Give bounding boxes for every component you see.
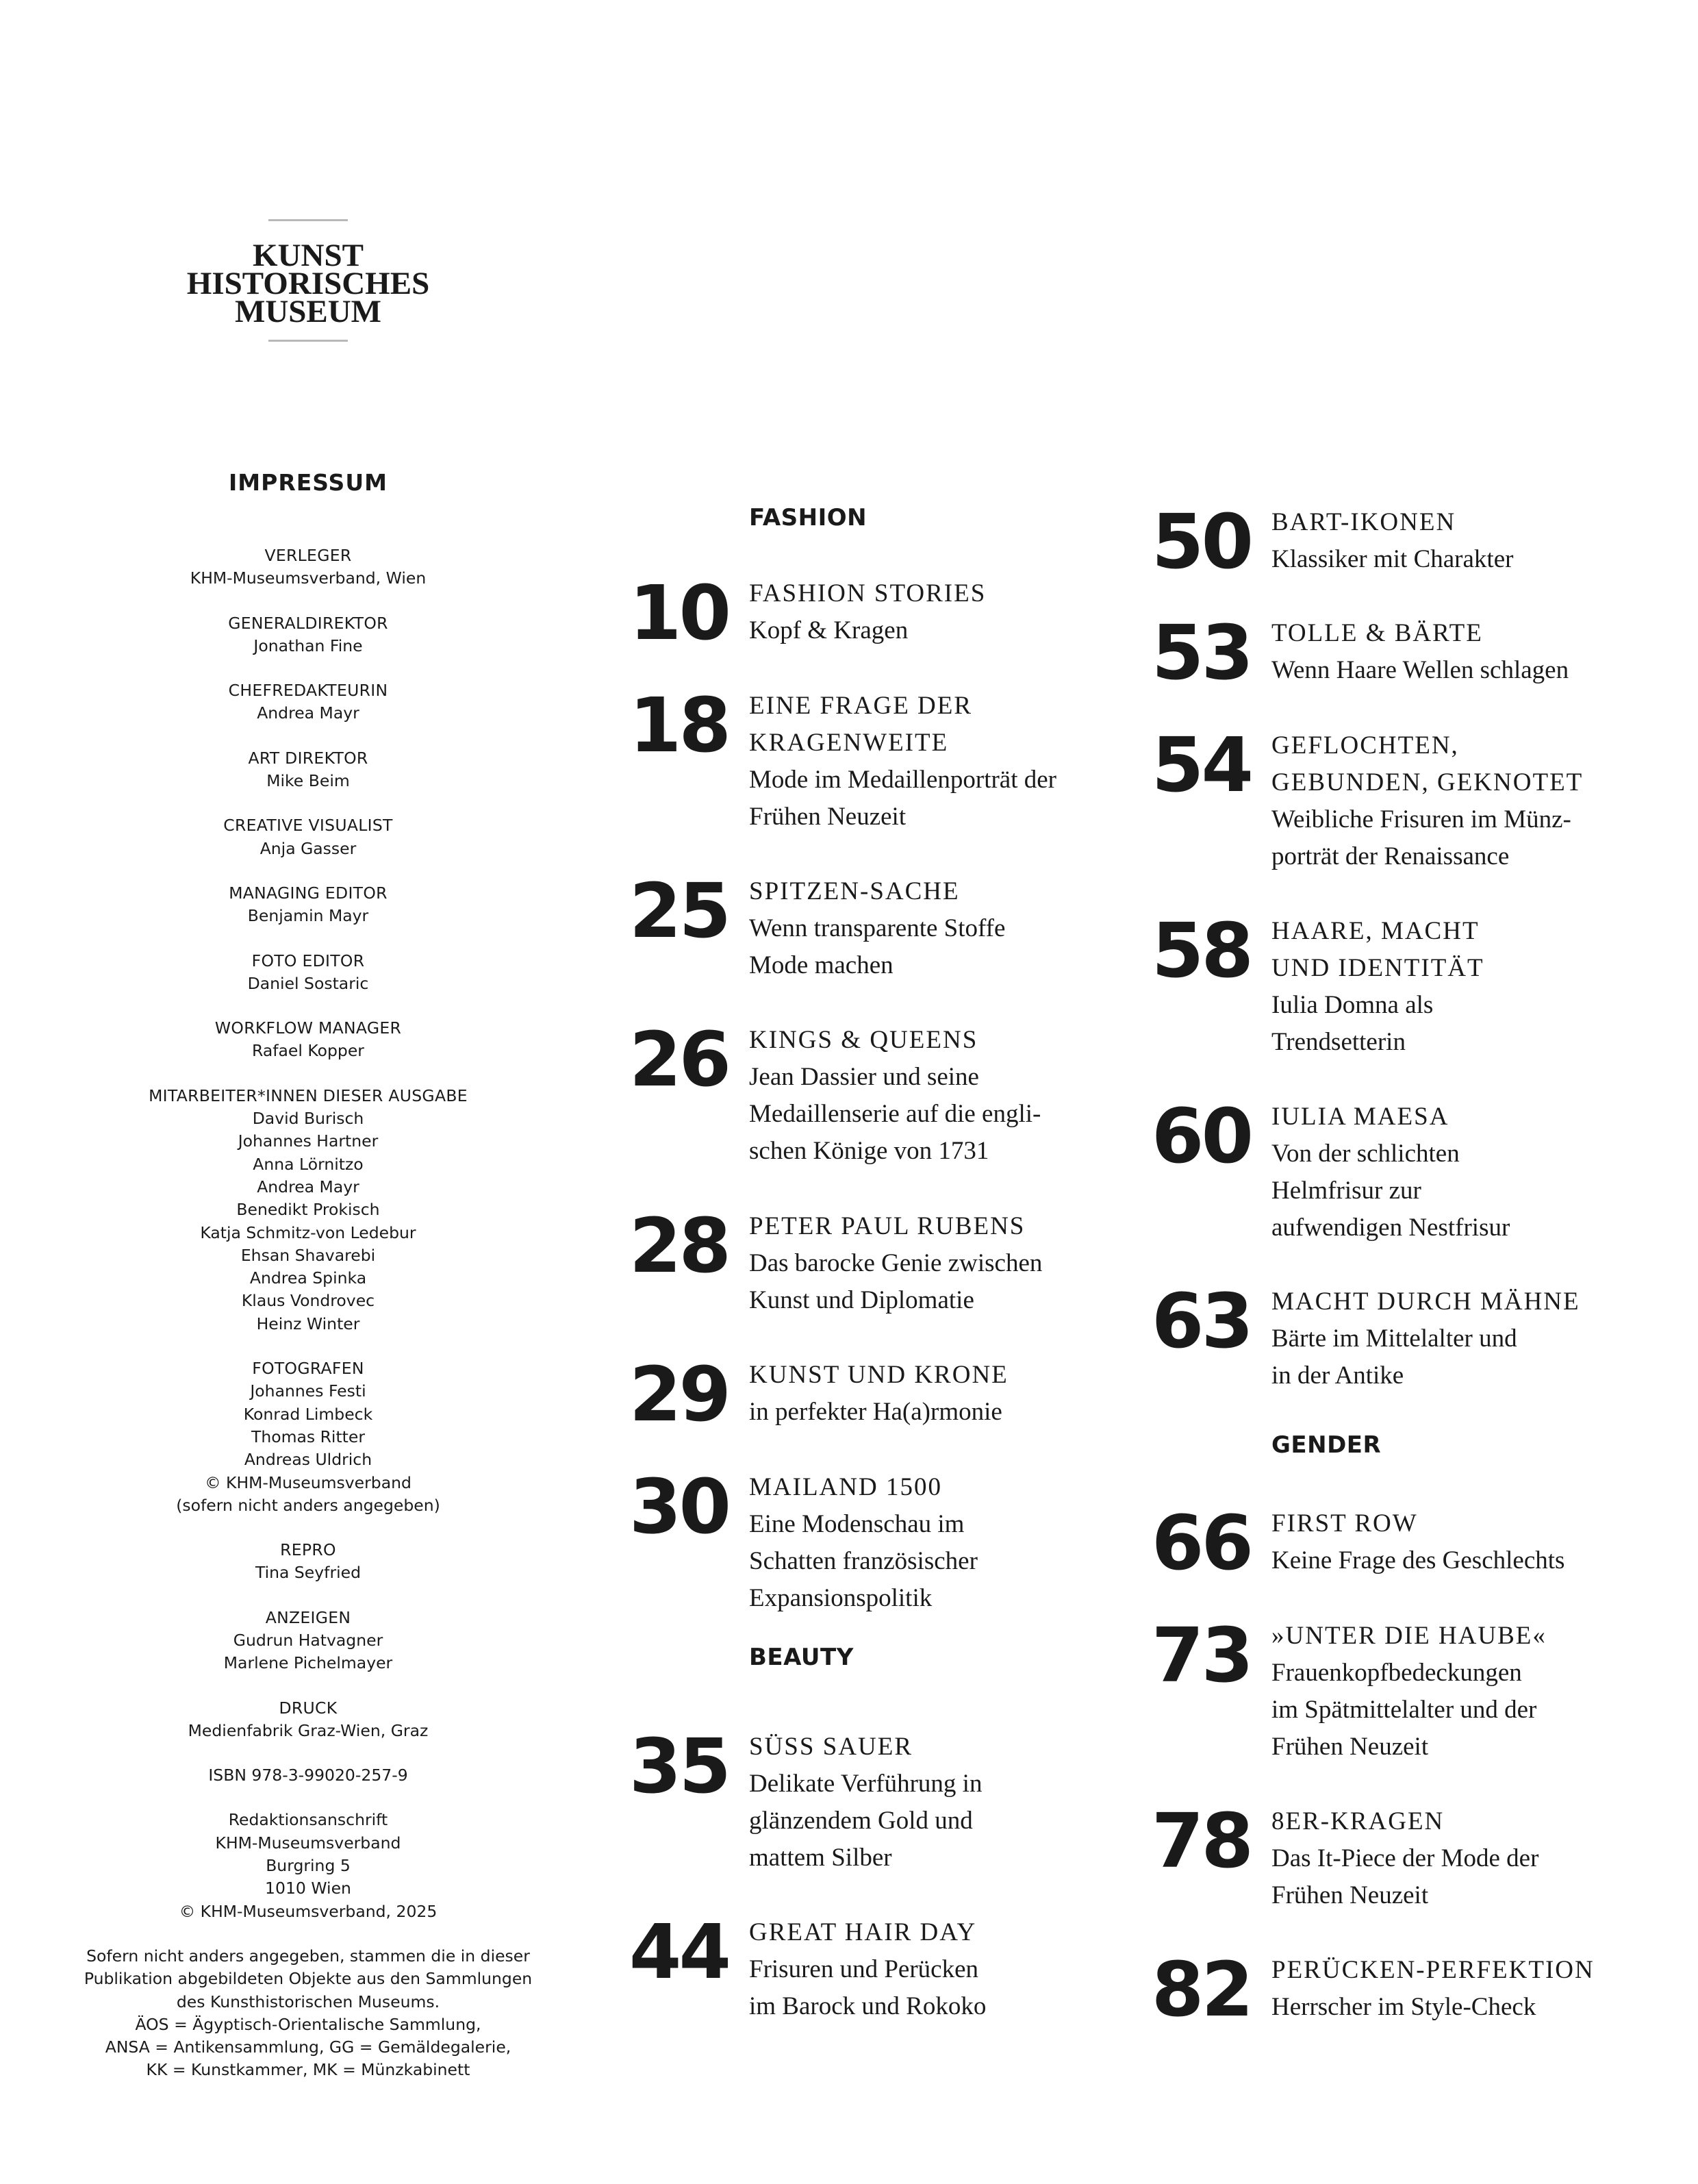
page-number: 10 [629,569,728,657]
impressum-block [75,1017,541,1063]
impressum-label: CREATIVE VISUALIST [223,816,393,836]
toc-entry[interactable] [1151,907,1484,1061]
entry-title: HAARE, MACHT [1271,917,1480,945]
impressum-block [75,950,541,996]
entry-subtitle: UND IDENTITÄT [1271,954,1484,982]
impressum-line: 1010 Wien [265,1879,351,1898]
entry-subtitle: Frisuren und Perücken [749,1955,978,1983]
impressum-line: Benjamin Mayr [247,906,369,926]
impressum-line: © KHM-Museumsverband [205,1472,411,1492]
impressum-label: MANAGING EDITOR [229,883,388,903]
impressum-title: IMPRESSUM [229,469,388,496]
entry-subtitle: Medaillenserie auf die engli- [749,1100,1041,1128]
toc-entry[interactable] [629,867,1006,984]
impressum-blocks [75,544,541,2104]
entry-subtitle: KRAGENWEITE [749,729,949,757]
entry-subtitle: Iulia Domna als [1271,991,1434,1019]
entry-title: GREAT HAIR DAY [749,1918,977,1946]
entry-subtitle: Keine Frage des Geschlechts [1271,1546,1565,1574]
impressum-label: ANZEIGEN [265,1607,351,1627]
toc-entry[interactable] [1151,1092,1510,1246]
toc-entry[interactable] [1151,498,1514,586]
impressum-line: ANSA = Antikensammlung, GG = Gemäldegalerie, [105,2037,511,2057]
impressum-line: Andreas Uldrich [244,1450,372,1470]
impressum-block [75,544,541,590]
entry-subtitle: Helmfrisur zur [1271,1177,1421,1205]
impressum-line: Benedikt Prokisch [236,1200,380,1220]
entry-title: FASHION STORIES [749,579,987,607]
page-number: 18 [629,681,728,769]
toc-entry[interactable] [629,1351,1009,1438]
entry-subtitle: Mode machen [749,951,894,979]
impressum-block [75,1697,541,1743]
impressum-label: REPRO [280,1540,336,1560]
entry-subtitle: Klassiker mit Charakter [1271,545,1514,573]
impressum-line: Andrea Spinka [249,1268,367,1288]
impressum-line: KHM-Museumsverband [215,1833,401,1853]
impressum-block [75,1945,541,2082]
impressum-line: Tina Seyfried [255,1563,362,1583]
impressum-line: Johannes Festi [250,1381,366,1401]
impressum-line: Andrea Mayr [257,703,359,723]
entry-subtitle: Eine Modenschau im [749,1510,965,1538]
impressum-line: Ehsan Shavarebi [240,1245,376,1265]
toc-entry[interactable] [1151,1946,1595,2033]
entry-subtitle: in der Antike [1271,1361,1404,1390]
impressum-block [75,882,541,928]
entry-title: EINE FRAGE DER [749,692,973,720]
entry-subtitle: Schatten französischer [749,1547,978,1575]
impressum-line: Mike Beim [266,771,350,791]
entry-subtitle: Jean Dassier und seine [749,1063,979,1091]
page-number: 26 [629,1016,728,1103]
toc-entry[interactable] [629,1463,978,1617]
impressum-line: © KHM-Museumsverband, 2025 [179,1901,438,1921]
impressum-line: Marlene Pichelmayer [223,1653,393,1673]
toc-entry[interactable] [629,1016,1041,1170]
entry-subtitle: im Spätmittelalter und der [1271,1696,1537,1724]
toc-entry[interactable] [1151,1499,1565,1587]
entry-subtitle: Wenn Haare Wellen schlagen [1271,656,1569,684]
impressum-line: KK = Kunstkammer, MK = Münzkabinett [146,2060,470,2080]
logo-line: MUSEUM [234,294,382,329]
page-number: 73 [1151,1611,1251,1699]
entry-subtitle: GEBUNDEN, GEKNOTET [1271,768,1584,796]
toc-entry[interactable] [629,1202,1043,1319]
page-number: 66 [1151,1499,1251,1587]
entry-title: FIRST ROW [1271,1509,1418,1537]
impressum-label: DRUCK [279,1698,338,1718]
impressum-line: Katja Schmitz-von Ledebur [200,1222,416,1242]
impressum-line: Publikation abgebildeten Objekte aus den Sammlungen [84,1969,533,1989]
entry-subtitle: Kopf & Kragen [749,616,909,644]
impressum-line: KHM-Museumsverband, Wien [190,568,427,588]
entry-subtitle: Das It-Piece der Mode der [1271,1844,1539,1872]
toc-entry[interactable] [1151,609,1569,696]
impressum-line: Anna Lörnitzo [253,1154,364,1174]
entry-title: PERÜCKEN-PERFEKTION [1271,1956,1595,1984]
impressum-block [75,1809,541,1922]
impressum-line: Gudrun Hatvagner [233,1630,383,1650]
logo-line: HISTORISCHES [186,266,430,301]
page-number: 82 [1151,1946,1251,2033]
entry-subtitle: Bärte im Mittelalter und [1271,1325,1517,1353]
entry-title: SPITZEN-SACHE [749,877,960,905]
page-number: 54 [1151,721,1251,809]
impressum-label: FOTOGRAFEN [252,1359,364,1379]
impressum-line: Konrad Limbeck [243,1404,373,1424]
page-number: 60 [1151,1092,1251,1180]
toc-entry[interactable] [1151,721,1584,875]
impressum-block [75,1539,541,1585]
page-number: 58 [1151,907,1251,994]
impressum-label: WORKFLOW MANAGER [214,1018,402,1038]
page-number: 78 [1151,1797,1251,1885]
entry-subtitle: Wenn transparente Stoffe [749,914,1006,942]
impressum-line: Rafael Kopper [252,1041,364,1061]
entry-title: IULIA MAESA [1271,1103,1449,1131]
impressum-block [75,1357,541,1517]
section-beauty: BEAUTY [749,1644,854,1671]
page-number: 28 [629,1202,728,1290]
toc-entry[interactable] [1151,1611,1547,1766]
entry-subtitle: schen Könige von 1731 [749,1137,989,1165]
impressum-label: VERLEGER [264,546,352,565]
logo-line: KUNST [253,238,364,273]
page-number: 50 [1151,498,1251,586]
page-number: 63 [1151,1277,1251,1365]
impressum-block [75,747,541,793]
toc-entry[interactable] [1151,1277,1580,1394]
page-number: 53 [1151,609,1251,696]
entry-subtitle: Frühen Neuzeit [749,803,907,831]
entry-subtitle: Weibliche Frisuren im Münz- [1271,805,1571,833]
entry-subtitle: Frühen Neuzeit [1271,1881,1429,1909]
entry-subtitle: aufwendigen Nestfrisur [1271,1214,1510,1242]
entry-title: BART-IKONEN [1271,508,1456,536]
entry-subtitle: Frauenkopfbedeckungen [1271,1659,1522,1687]
toc-entry[interactable] [1151,1797,1539,1914]
impressum-block [75,1607,541,1675]
impressum-line: Klaus Vondrovec [241,1291,375,1311]
entry-subtitle: Trendsetterin [1271,1028,1406,1056]
entry-subtitle: in perfekter Ha(a)rmonie [749,1398,1002,1426]
entry-title: PETER PAUL RUBENS [749,1212,1026,1240]
museum-logo [185,219,431,342]
entry-subtitle: Mode im Medaillenporträt der [749,766,1057,794]
impressum-line: Sofern nicht anders angegeben, stammen die in dieser [86,1946,530,1966]
impressum-label: CHEFREDAKTEURIN [228,681,388,701]
toc-entry[interactable] [629,681,1057,836]
impressum-label: FOTO EDITOR [251,951,365,970]
impressum-line: Daniel Sostaric [247,973,369,993]
entry-subtitle: Frühen Neuzeit [1271,1733,1429,1761]
entry-subtitle: Kunst und Diplomatie [749,1286,974,1314]
toc-entry[interactable] [629,1722,983,1877]
impressum-line: Johannes Hartner [238,1131,379,1151]
toc-entry[interactable] [629,569,987,657]
impressum-label: GENERALDIREKTOR [228,613,388,633]
entry-subtitle: Delikate Verführung in [749,1770,983,1798]
section-fashion: FASHION [749,504,867,531]
impressum-line: David Burisch [252,1109,364,1129]
impressum-line: Jonathan Fine [253,636,363,655]
entry-subtitle: Das barocke Genie zwischen [749,1249,1043,1277]
entry-title: GEFLOCHTEN, [1271,731,1459,760]
impressum-line: des Kunsthistorischen Museums. [176,1992,440,2011]
entry-subtitle: porträt der Renaissance [1271,842,1510,870]
page-number: 30 [629,1463,728,1551]
entry-title: »UNTER DIE HAUBE« [1271,1622,1547,1650]
entry-subtitle: Herrscher im Style-Check [1271,1993,1536,2021]
page-number: 35 [629,1722,728,1810]
toc-entry[interactable] [629,1908,987,2025]
section-gender: GENDER [1271,1431,1382,1459]
impressum-line: Andrea Mayr [257,1177,359,1196]
impressum-label: ART DIREKTOR [248,748,368,768]
entry-title: 8ER-KRAGEN [1271,1807,1445,1835]
impressum-block [75,814,541,860]
entry-title: MACHT DURCH MÄHNE [1271,1288,1580,1316]
entry-title: KINGS & QUEENS [749,1026,978,1054]
impressum-line: ÄOS = Ägyptisch-Orientalische Sammlung, [135,2014,481,2034]
page-number: 29 [629,1351,728,1438]
entry-subtitle: Expansionspolitik [749,1584,933,1612]
page-number: 25 [629,867,728,955]
entry-title: TOLLE & BÄRTE [1271,619,1483,647]
entry-title: MAILAND 1500 [749,1473,942,1501]
impressum-line: Anja Gasser [259,838,357,858]
impressum-block [75,1764,541,1787]
entry-subtitle: glänzendem Gold und [749,1807,973,1835]
entry-subtitle: mattem Silber [749,1844,892,1872]
impressum-line: (sofern nicht anders angegeben) [176,1495,440,1515]
entry-subtitle: im Barock und Rokoko [749,1992,987,2020]
entry-title: SÜSS SAUER [749,1733,913,1761]
page-number: 44 [629,1908,728,1996]
impressum-line: Medienfabrik Graz-Wien, Graz [188,1720,429,1740]
impressum-line: Redaktionsanschrift [228,1810,388,1830]
impressum-label: MITARBEITER*INNEN DIESER AUSGABE [149,1085,468,1105]
impressum-line: Burgring 5 [266,1856,351,1876]
impressum-block [75,679,541,725]
entry-title: KUNST UND KRONE [749,1361,1009,1389]
impressum-line: Thomas Ritter [251,1427,366,1446]
logo-rule-bottom [268,340,348,342]
impressum-block [75,1085,541,1335]
entry-subtitle: Von der schlichten [1271,1140,1460,1168]
impressum-isbn: ISBN 978-3-99020-257-9 [208,1766,408,1785]
impressum-block [75,612,541,658]
impressum-line: Heinz Winter [256,1314,360,1333]
